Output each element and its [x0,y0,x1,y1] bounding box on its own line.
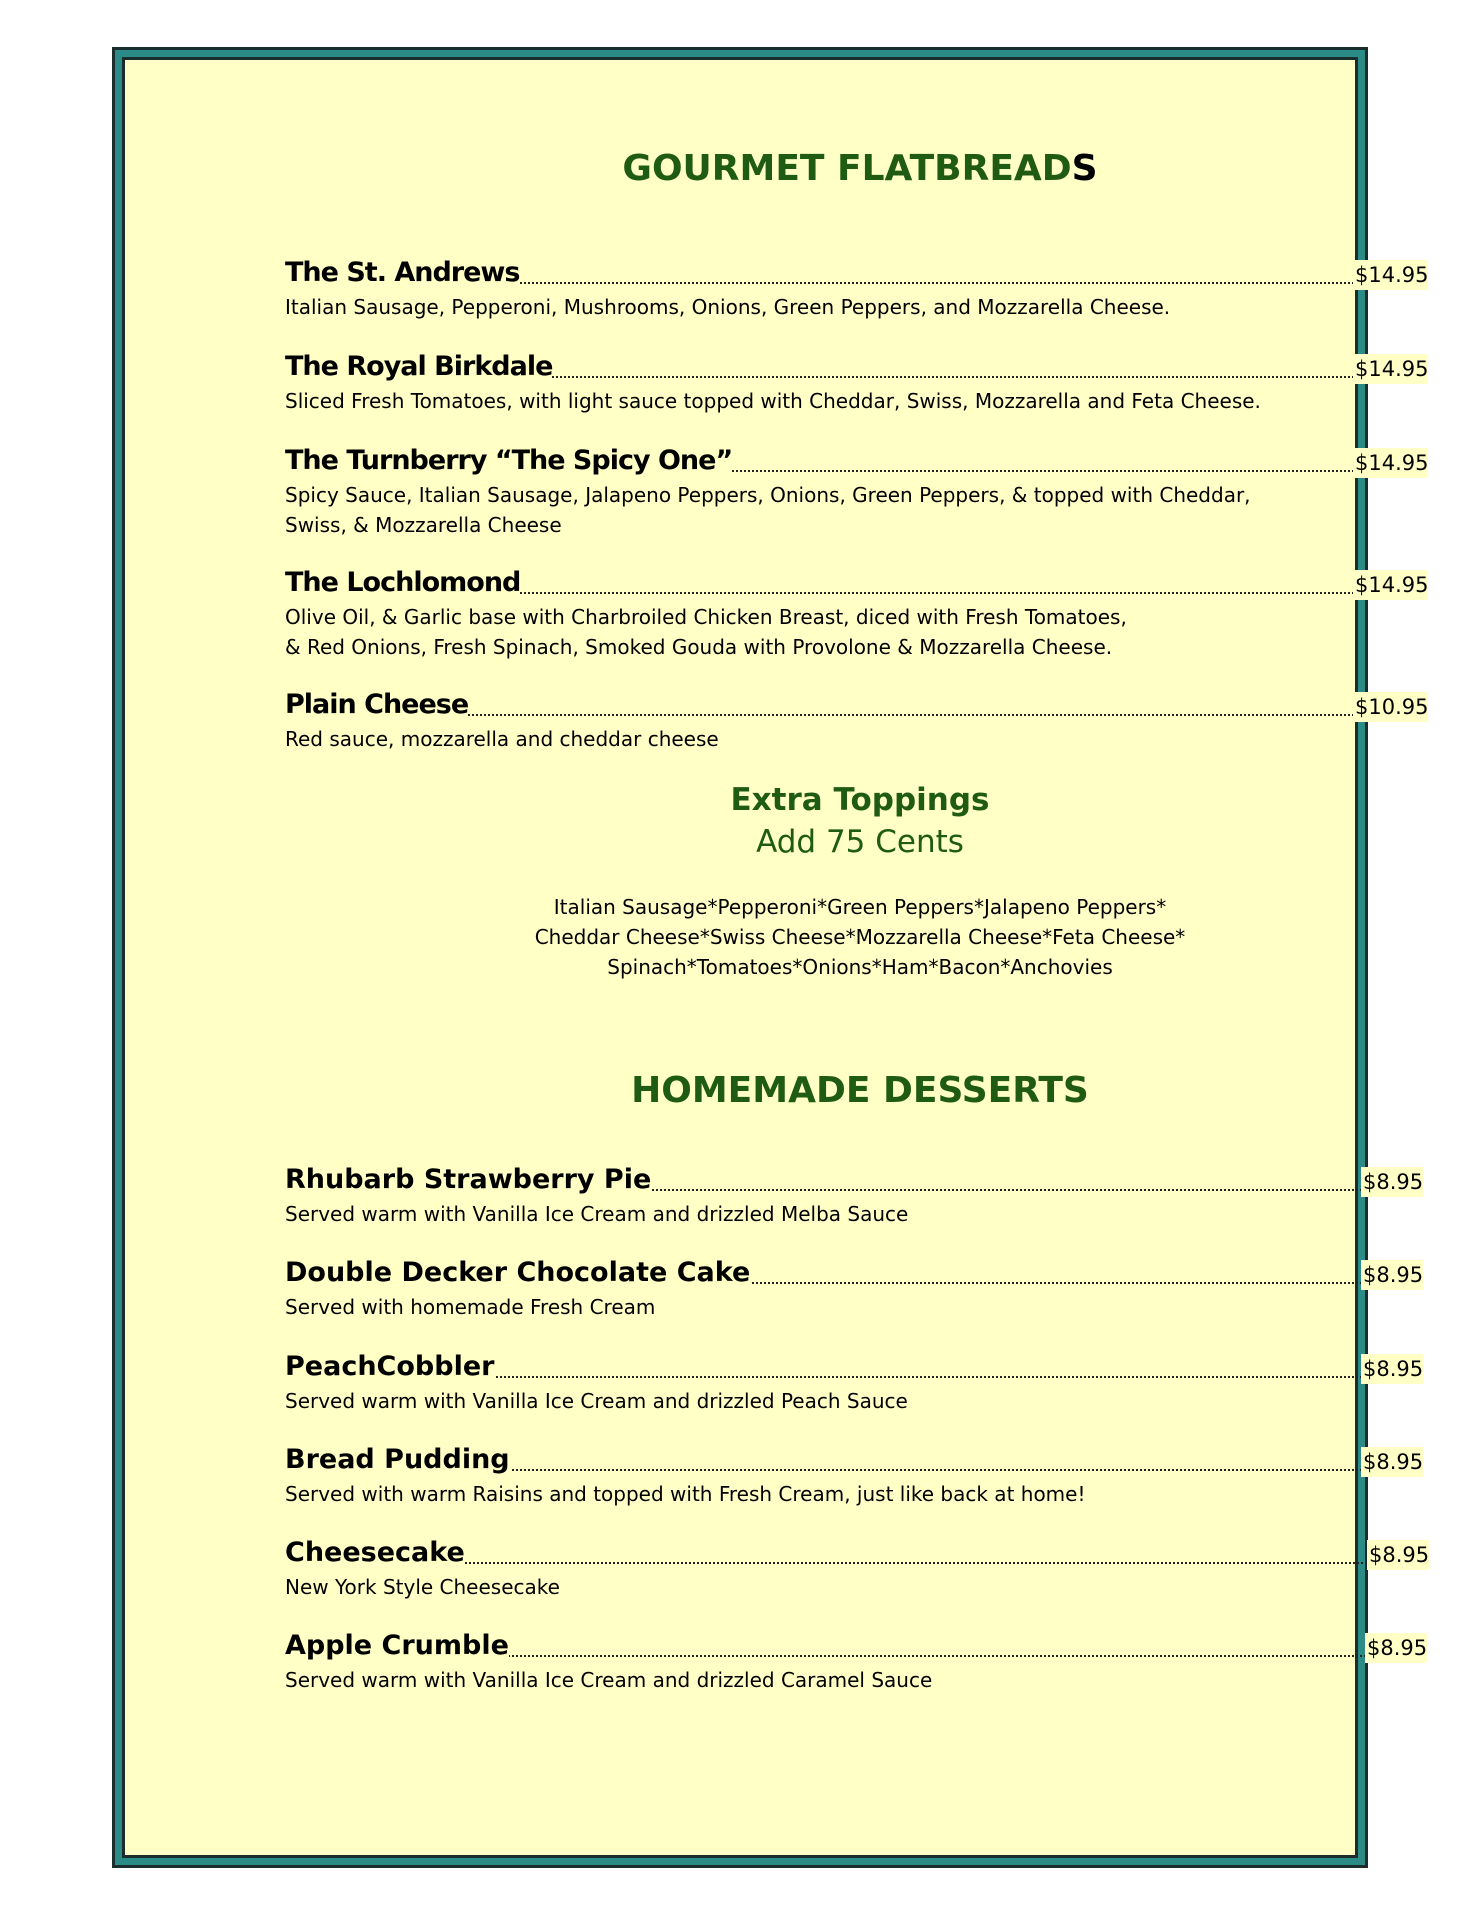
flatbread-item [285,566,1445,662]
item-description: Italian Sausage, Pepperoni, Mushrooms, Onions, Green Peppers, and Mozzarella Cheese. [285,295,1171,319]
dessert-item [285,1629,1445,1695]
menu-border-teal [115,50,1430,1865]
item-price: $8.95 [1361,1354,1423,1384]
item-name: The Turnberry “The Spicy One” [285,445,733,476]
extra-toppings-list [285,892,1435,982]
extra-toppings-heading: Extra Toppings [730,782,990,818]
item-description: Served with homemade Fresh Cream [285,1295,656,1319]
item-description: Served warm with Vanilla Ice Cream and drizzled Peach Sauce [285,1389,908,1413]
flatbreads-heading [285,148,1435,189]
item-header [285,444,1445,478]
item-name: Double Decker Chocolate Cake [285,1257,751,1288]
menu-border [112,47,1430,1868]
item-header [285,1350,1445,1384]
item-description: Served warm with Vanilla Ice Cream and drizzled Melba Sauce [285,1202,909,1226]
menu-border-inner [122,57,1430,1858]
item-name: Bread Pudding [285,1444,510,1475]
dessert-item [285,1256,1445,1322]
item-name: Apple Crumble [285,1630,509,1661]
item-price: $10.95 [1353,692,1428,722]
item-name: Plain Cheese [285,689,469,720]
flatbread-item [285,350,1445,416]
extra-toppings-line: Italian Sausage*Pepperoni*Green Peppers*Jalapeno Peppers* [553,895,1167,919]
item-price: $8.95 [1361,1167,1423,1197]
extra-toppings-price: Add 75 Cents [756,824,964,860]
item-price: $14.95 [1353,260,1428,290]
desserts-heading: HOMEMADE DESSERTS [631,1070,1089,1111]
extra-toppings-line: Spinach*Tomatoes*Onions*Ham*Bacon*Anchovies [607,955,1113,979]
item-description: Spicy Sauce, Italian Sausage, Jalapeno Peppers, Onions, Green Peppers, & topped with Cheddar, [285,483,1251,507]
item-header [285,1536,1445,1570]
item-description: Sliced Fresh Tomatoes, with light sauce topped with Cheddar, Swiss, Mozzarella and Feta Cheese. [285,389,1261,413]
item-name: Cheesecake [285,1537,465,1568]
item-header [285,566,1445,600]
item-name: Rhubarb Strawberry Pie [285,1164,652,1195]
dessert-item [285,1443,1445,1509]
item-name: PeachCobbler [285,1351,495,1382]
item-name: The St. Andrews [285,257,520,288]
dessert-item [285,1536,1445,1602]
item-description: Served warm with Vanilla Ice Cream and drizzled Caramel Sauce [285,1668,933,1692]
item-description-line2: Swiss, & Mozzarella Cheese [285,513,562,537]
item-name: The Royal Birkdale [285,351,553,382]
item-description: Red sauce, mozzarella and cheddar cheese [285,727,719,751]
item-description-line2: & Red Onions, Fresh Spinach, Smoked Gouda with Provolone & Mozzarella Cheese. [285,635,1113,659]
flatbread-item [285,256,1445,322]
item-header [285,1443,1445,1477]
flatbread-item [285,688,1445,754]
item-price: $8.95 [1365,1633,1427,1663]
item-name: The Lochlomond [285,567,521,598]
item-description: Served with warm Raisins and topped with Fresh Cream, just like back at home! [285,1482,1086,1506]
item-price: $14.95 [1353,448,1428,478]
item-header [285,350,1445,384]
item-description: Olive Oil, & Garlic base with Charbroiled Chicken Breast, diced with Fresh Tomatoes, [285,605,1127,629]
item-price: $14.95 [1353,354,1428,384]
item-price: $8.95 [1361,1260,1423,1290]
dessert-item [285,1163,1445,1229]
item-header [285,1629,1445,1663]
flatbreads-heading-main: GOURMET FLATBREAD [622,148,1072,189]
flatbreads-heading-last-letter: S [1071,148,1098,189]
item-price: $8.95 [1361,1447,1423,1477]
item-price: $8.95 [1367,1540,1429,1570]
flatbread-item [285,444,1445,540]
item-header [285,1163,1445,1197]
item-header [285,1256,1445,1290]
dessert-item [285,1350,1445,1416]
menu-panel [125,60,1430,1855]
item-price: $14.95 [1353,570,1428,600]
item-description: New York Style Cheesecake [285,1575,560,1599]
extra-toppings-line: Cheddar Cheese*Swiss Cheese*Mozzarella Cheese*Feta Cheese* [534,925,1186,949]
item-header [285,688,1445,722]
item-header [285,256,1445,290]
